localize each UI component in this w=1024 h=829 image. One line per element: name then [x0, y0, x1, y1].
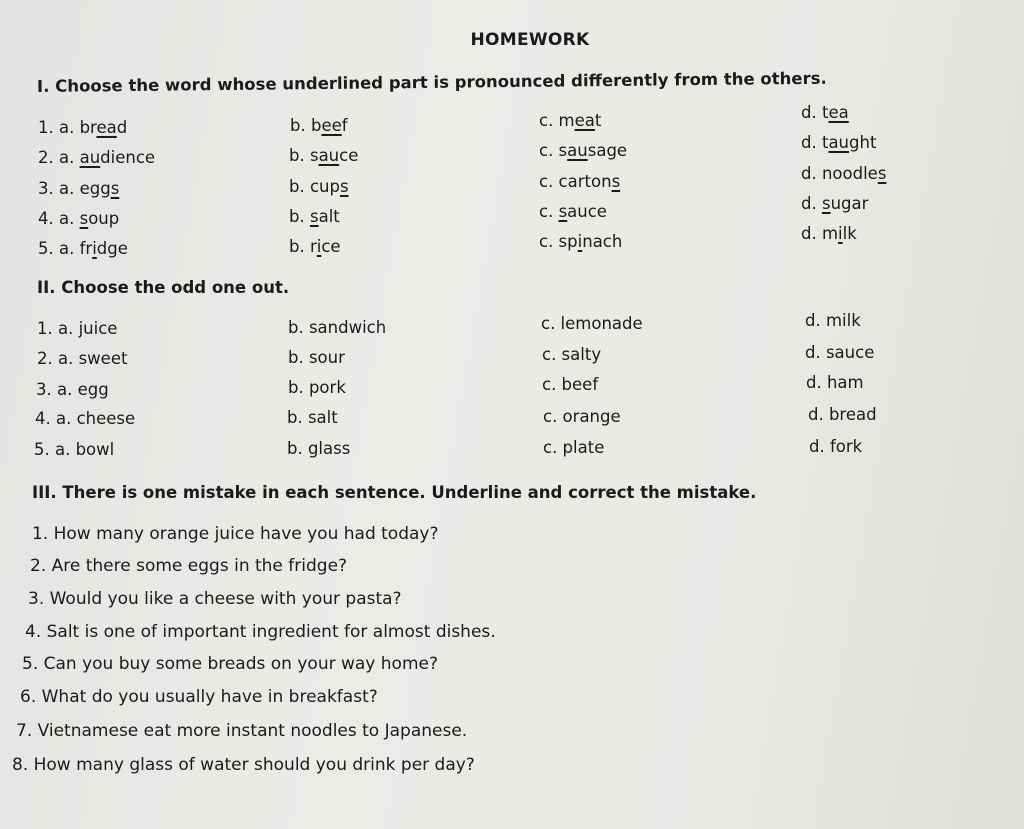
option-a: 2. a. audience — [38, 148, 156, 167]
option-d: d. tea — [801, 103, 849, 122]
underlined-part: au — [79, 148, 101, 167]
option-a: 3. a. egg — [36, 380, 109, 399]
underlined-part: i — [316, 237, 322, 256]
sentence-item: 7. Vietnamese eat more instant noodles to Japanese. — [16, 721, 468, 741]
option-b: b. cups — [289, 177, 349, 196]
sentence-item: 1. How many orange juice have you had today? — [32, 524, 439, 544]
option-c: c. lemonade — [541, 314, 643, 333]
option-c: c. spinach — [539, 232, 623, 251]
option-c: c. plate — [543, 438, 605, 457]
section-2-row — [0, 437, 1024, 464]
section-2-heading: II. Choose the odd one out. — [37, 278, 290, 297]
option-d: d. bread — [808, 405, 877, 424]
option-a: 2. a. sweet — [37, 349, 128, 368]
section-1-heading: I. Choose the word whose underlined part is pronounced differently from the others. — [36, 68, 827, 96]
option-b: b. salt — [289, 207, 340, 226]
underlined-part: au — [828, 133, 850, 152]
section-1-row — [0, 224, 1024, 261]
section-1-row — [0, 164, 1024, 201]
underlined-part: s — [558, 202, 568, 221]
option-d: d. milk — [801, 224, 857, 243]
underlined-part: au — [318, 146, 340, 165]
option-c: c. cartons — [539, 172, 621, 191]
option-c: c. sausage — [539, 141, 628, 160]
underlined-part: s — [339, 177, 349, 196]
section-3-heading: III. There is one mistake in each sentence. Underline and correct the mistake. — [32, 483, 757, 502]
option-d: d. milk — [805, 311, 861, 330]
sentence-item: 5. Can you buy some breads on your way home? — [22, 654, 438, 674]
option-c: c. sauce — [539, 202, 607, 221]
option-b: b. beef — [290, 116, 348, 135]
option-d: d. noodles — [801, 164, 887, 183]
sentence-item: 4. Salt is one of important ingredient for almost dishes. — [25, 622, 496, 642]
underlined-part: ea — [96, 118, 117, 137]
sentence-item: 6. What do you usually have in breakfast? — [20, 687, 378, 707]
option-b: b. pork — [288, 378, 346, 397]
option-b: b. rice — [289, 237, 341, 256]
section-2-row — [0, 373, 1024, 403]
option-c: c. salty — [542, 345, 602, 364]
option-b: b. salt — [287, 408, 338, 427]
option-d: d. sugar — [801, 194, 869, 213]
option-c: c. beef — [542, 375, 599, 394]
option-c: c. meat — [539, 111, 602, 130]
underlined-part: i — [92, 239, 97, 258]
underlined-part: ee — [321, 116, 342, 135]
option-d: d. taught — [801, 133, 877, 152]
underlined-part: s — [79, 209, 89, 228]
option-d: d. fork — [809, 437, 863, 456]
underlined-part: s — [821, 194, 831, 213]
section-2-row — [0, 405, 1024, 433]
underlined-part: s — [309, 207, 319, 226]
option-a: 4. a. cheese — [35, 409, 136, 428]
option-b: b. sauce — [289, 146, 359, 165]
option-a: 5. a. bowl — [34, 440, 115, 459]
underlined-part: s — [110, 179, 120, 198]
option-b: b. sour — [288, 348, 345, 367]
sentence-item: 8. How many glass of water should you drink per day? — [12, 755, 475, 775]
sentence-item: 3. Would you like a cheese with your pasta? — [28, 589, 402, 609]
option-a: 1. a. juice — [37, 319, 118, 338]
section-2-row — [0, 311, 1024, 342]
page-title: HOMEWORK — [470, 30, 590, 50]
underlined-part: ea — [574, 111, 595, 130]
option-a: 3. a. eggs — [38, 179, 120, 198]
underlined-part: au — [567, 141, 588, 160]
underlined-part: s — [611, 172, 621, 191]
option-a: 5. a. fridge — [38, 239, 128, 258]
underlined-part: s — [877, 164, 887, 183]
underlined-part: i — [577, 232, 583, 251]
section-2-row — [0, 343, 1024, 373]
option-d: d. sauce — [805, 343, 875, 362]
option-b: b. sandwich — [288, 318, 387, 337]
option-b: b. glass — [287, 439, 351, 458]
underlined-part: i — [838, 224, 843, 243]
option-c: c. orange — [543, 407, 621, 426]
option-d: d. ham — [806, 373, 864, 392]
option-a: 4. a. soup — [38, 209, 120, 228]
section-1-row — [0, 194, 1024, 231]
underlined-part: ea — [828, 103, 849, 122]
sentence-item: 2. Are there some eggs in the fridge? — [30, 556, 348, 576]
option-a: 1. a. bread — [38, 118, 128, 137]
